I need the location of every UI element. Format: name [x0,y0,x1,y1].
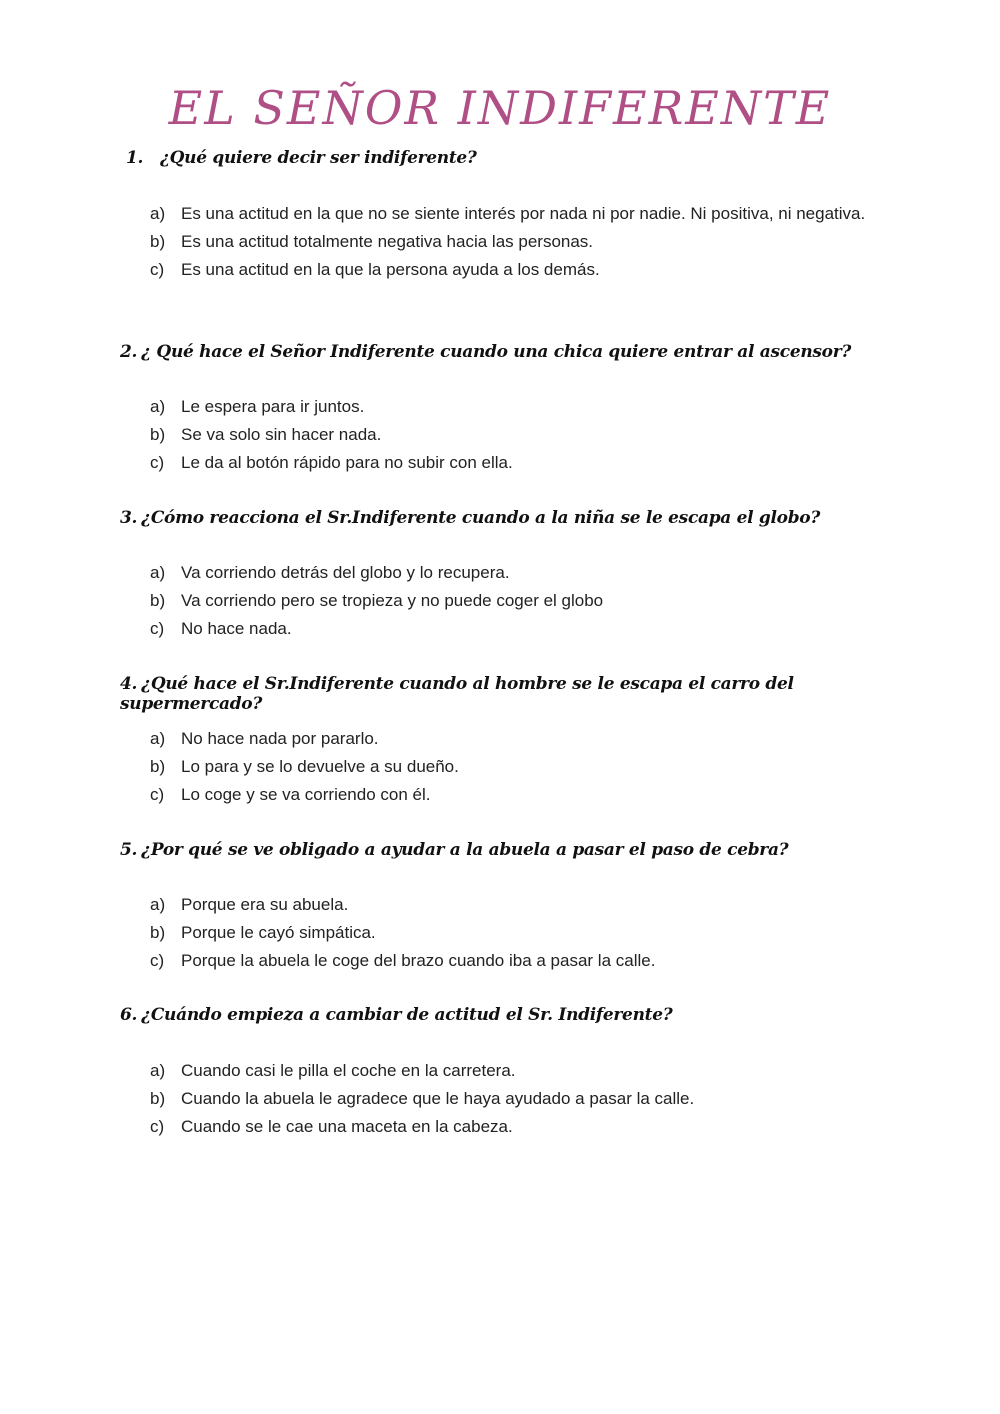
option-text: No hace nada. [181,619,292,638]
options-list-2 [150,393,870,477]
question-number: 1. [126,148,144,168]
question-3 [120,508,920,528]
option-1a [150,200,870,228]
option-letter: c) [150,619,165,638]
option-2c [150,449,870,477]
option-1c [150,256,870,284]
option-letter: b) [150,757,166,776]
option-letter: c) [150,1117,165,1136]
option-text: Es una actitud totalmente negativa hacia las personas. [181,232,594,251]
option-letter: a) [150,204,166,223]
question-number: 6. [120,1005,138,1025]
option-letter: b) [150,591,166,610]
question-text: ¿Qué hace el Sr.Indiferente cuando al hombre se le escapa el carro del supermercado? [120,674,794,714]
question-number: 5. [120,840,138,860]
option-4a [150,725,870,753]
options-list-4 [150,725,870,809]
question-text: ¿Qué quiere decir ser indiferente? [160,148,477,168]
option-text: Le espera para ir juntos. [181,397,365,416]
option-text: Va corriendo detrás del globo y lo recupera. [181,563,510,582]
options-list-6 [150,1057,870,1141]
option-2b [150,421,870,449]
option-5c [150,947,870,975]
option-letter: c) [150,785,165,804]
option-letter: c) [150,260,165,279]
question-text: ¿ Qué hace el Señor Indiferente cuando una chica quiere entrar al ascensor? [141,342,852,362]
page-title: EL SEÑOR INDIFERENTE [168,80,832,135]
option-letter: a) [150,563,166,582]
option-text: No hace nada por pararlo. [181,729,379,748]
question-text: ¿Cuándo empieza a cambiar de actitud el Sr. Indiferente? [141,1005,673,1025]
option-letter: b) [150,425,166,444]
option-3c [150,615,870,643]
question-number: 3. [120,508,138,528]
option-letter: a) [150,895,166,914]
option-text: Porque la abuela le coge del brazo cuando iba a pasar la calle. [181,951,656,970]
option-2a [150,393,870,421]
question-number: 2. [120,342,138,362]
option-letter: c) [150,453,165,472]
option-letter: b) [150,923,166,942]
option-text: Lo para y se lo devuelve a su dueño. [181,757,459,776]
option-5b [150,919,870,947]
question-text: ¿Cómo reacciona el Sr.Indiferente cuando a la niña se le escapa el globo? [141,508,821,528]
option-letter: b) [150,232,166,251]
option-text: Lo coge y se va corriendo con él. [181,785,431,804]
option-4c [150,781,870,809]
question-4 [120,674,920,714]
option-letter: c) [150,951,165,970]
options-list-5 [150,891,870,975]
option-text: Porque era su abuela. [181,895,349,914]
option-text: Le da al botón rápido para no subir con ella. [181,453,513,472]
question-1 [120,148,920,168]
option-6b [150,1085,870,1113]
option-3b [150,587,870,615]
option-3a [150,559,870,587]
option-1b [150,228,870,256]
option-6a [150,1057,870,1085]
question-text: ¿Por qué se ve obligado a ayudar a la abuela a pasar el paso de cebra? [141,840,789,860]
option-text: Cuando casi le pilla el coche en la carretera. [181,1061,516,1080]
option-text: Porque le cayó simpática. [181,923,376,942]
options-list-3 [150,559,870,643]
option-text: Es una actitud en la que no se siente interés por nada ni por nadie. Ni positiva, ni negativa. [181,204,866,223]
option-letter: a) [150,1061,166,1080]
question-2 [120,342,920,362]
option-6c [150,1113,870,1141]
option-text: Cuando la abuela le agradece que le haya ayudado a pasar la calle. [181,1089,695,1108]
option-4b [150,753,870,781]
option-text: Se va solo sin hacer nada. [181,425,382,444]
option-letter: a) [150,729,166,748]
option-5a [150,891,870,919]
option-text: Va corriendo pero se tropieza y no puede coger el globo [181,591,604,610]
question-number: 4. [120,674,138,694]
option-letter: a) [150,397,166,416]
option-letter: b) [150,1089,166,1108]
question-6 [120,1005,920,1025]
options-list-1 [150,200,870,284]
option-text: Es una actitud en la que la persona ayuda a los demás. [181,260,600,279]
question-5 [120,840,920,860]
option-text: Cuando se le cae una maceta en la cabeza. [181,1117,513,1136]
